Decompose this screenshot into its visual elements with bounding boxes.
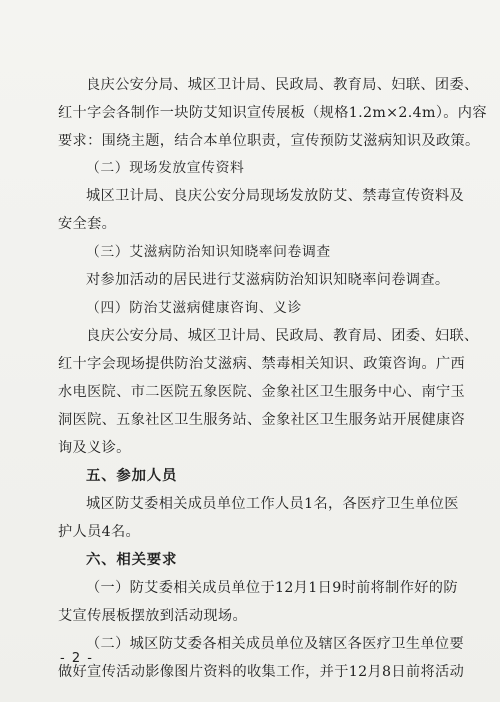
- section-heading: 六、相关要求: [86, 552, 178, 568]
- text-line: 艾宣传展板摆放到活动现场。: [58, 608, 247, 624]
- section-subheading: （三）艾滋病防治知识知晓率问卷调查: [86, 244, 331, 260]
- text-line: 红十字会现场提供防治艾滋病、禁毒相关知识、政策咨询。广西: [58, 356, 466, 372]
- text-line: 城区防艾委相关成员单位工作人员1名，各医疗卫生单位医: [86, 496, 459, 512]
- text-line: 询及义诊。: [58, 440, 131, 456]
- text-line: 安全套。: [58, 216, 117, 232]
- section-subheading: （四）防治艾滋病健康咨询、义诊: [86, 300, 302, 316]
- section-subheading: （二）现场发放宣传资料: [86, 160, 245, 176]
- text-line: 洞医院、五象社区卫生服务站、金象社区卫生服务站开展健康咨: [58, 412, 466, 428]
- text-line: 对参加活动的居民进行艾滋病防治知识知晓率问卷调查。: [86, 272, 450, 288]
- text-line: 要求：围绕主题，结合本单位职责，宣传预防艾滋病知识及政策。: [58, 133, 480, 149]
- text-line: 做好宣传活动影像图片资料的收集工作，并于12月8日前将活动: [58, 664, 465, 680]
- text-line: 城区卫计局、良庆公安分局现场发放防艾、禁毒宣传资料及: [86, 188, 464, 204]
- text-line: 水电医院、市二医院五象医院、金象社区卫生服务中心、南宁玉: [58, 384, 466, 400]
- text-line: （一）防艾委相关成员单位于12月1日9时前将制作好的防: [86, 580, 458, 596]
- page-number: - 2 -: [60, 651, 94, 666]
- text-line: （二）城区防艾委各相关成员单位及辖区各医疗卫生单位要: [86, 636, 464, 652]
- text-line: 良庆公安分局、城区卫计局、民政局、教育局、团委、妇联、: [86, 328, 479, 344]
- text-line: 护人员4名。: [58, 524, 141, 540]
- section-heading: 五、参加人员: [86, 468, 178, 484]
- text-line: 红十字会各制作一块防艾知识宣传展板（规格1.2m×2.4m）。内容: [58, 105, 487, 121]
- text-line: 良庆公安分局、城区卫计局、民政局、教育局、妇联、团委、: [86, 77, 479, 93]
